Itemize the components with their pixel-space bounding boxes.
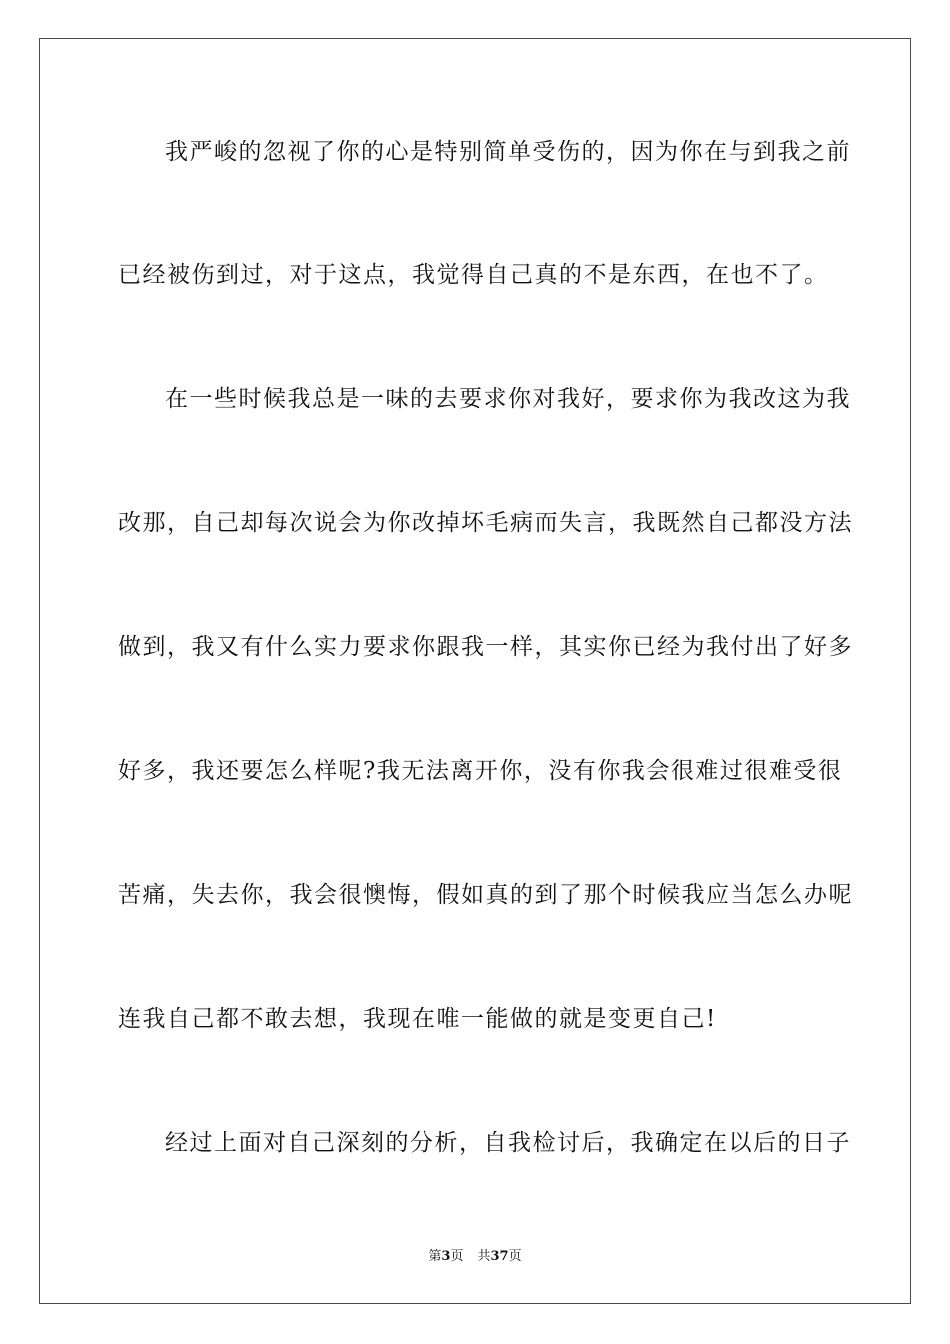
- paragraph-line: 好多，我还要怎么样呢?我无法离开你，没有你我会很难过很难受很: [118, 758, 843, 784]
- paragraph-line: 我严峻的忽视了你的心是特别简单受伤的，因为你在与到我之前: [165, 139, 851, 165]
- paragraph-line: 苦痛，失去你，我会很懊悔，假如真的到了那个时候我应当怎么办呢: [118, 882, 853, 908]
- page-suffix: 页: [450, 1249, 464, 1264]
- total-prefix: 共: [477, 1249, 491, 1264]
- total-suffix: 页: [508, 1249, 522, 1264]
- total-pages: 37: [490, 1249, 509, 1264]
- paragraph-line: 改那，自己却每次说会为你改掉坏毛病而失言，我既然自己都没方法: [118, 510, 853, 536]
- page-footer: [0, 1248, 950, 1266]
- paragraph-line: 经过上面对自己深刻的分析，自我检讨后，我确定在以后的日子: [165, 1130, 851, 1156]
- page-number: 3: [441, 1249, 451, 1264]
- paragraph-line: 在一些时候我总是一味的去要求你对我好，要求你为我改这为我: [165, 386, 851, 412]
- paragraph-line: 连我自己都不敢去想，我现在唯一能做的就是变更自己!: [118, 1006, 717, 1032]
- paragraph-line: 已经被伤到过，对于这点，我觉得自己真的不是东西，在也不了。: [118, 262, 829, 288]
- page-prefix: 第: [428, 1249, 442, 1264]
- paragraph-line: 做到，我又有什么实力要求你跟我一样，其实你已经为我付出了好多: [118, 634, 853, 660]
- page-frame: [39, 38, 911, 1304]
